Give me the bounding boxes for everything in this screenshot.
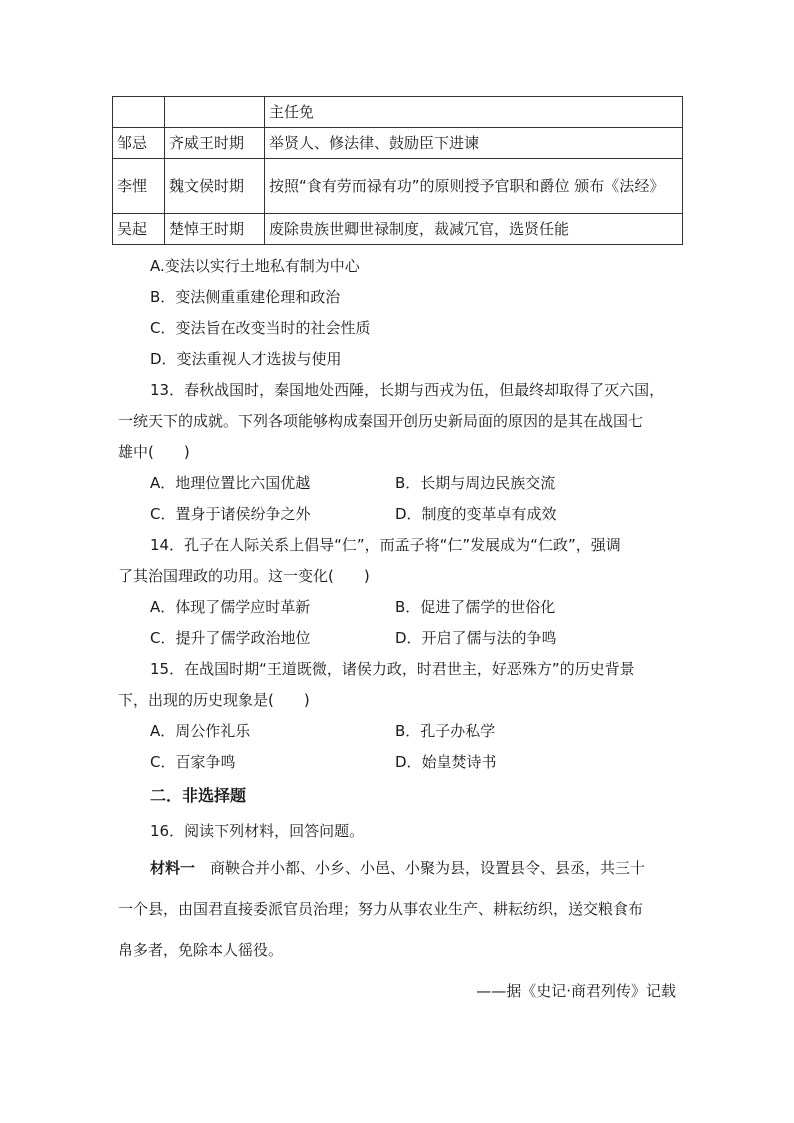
material-source: ——据《史记·商君列传》记载 xyxy=(476,982,676,1000)
q12-option-d: D．变法重视人才选拔与使用 xyxy=(150,350,342,368)
table-cell-person: 吴起 xyxy=(113,214,165,245)
table-cell-content: 废除贵族世卿世禄制度，裁减冗官，选贤任能 xyxy=(265,214,683,245)
q15-option-d: D．始皇焚诗书 xyxy=(395,753,497,771)
table-cell-content: 举贤人、修法律、鼓励臣下进谏 xyxy=(265,128,683,159)
q13-option-d: D．制度的变革卓有成效 xyxy=(395,505,557,523)
q14-stem-line: 14．孔子在人际关系上倡导“仁”，而孟子将“仁”发展成为“仁政”，强调 xyxy=(150,536,621,554)
material-label: 材料一 xyxy=(150,859,196,877)
q16-material-line xyxy=(150,857,645,879)
q15-option-b: B．孔子办私学 xyxy=(395,722,496,740)
q15-stem-line: 15．在战国时期“王道既微，诸侯力政，时君世主，好恶殊方”的历史背景 xyxy=(150,660,635,678)
q14-option-c: C．提升了儒学政治地位 xyxy=(150,629,311,647)
table-cell-content: 主任免 xyxy=(265,97,683,128)
table-cell-period: 魏文侯时期 xyxy=(165,159,265,214)
table-cell-person: 李悝 xyxy=(113,159,165,214)
q12-option-c: C．变法旨在改变当时的社会性质 xyxy=(150,319,371,337)
q13-option-a: A．地理位置比六国优越 xyxy=(150,474,311,492)
table-cell-content: 按照“食有劳而禄有功”的原则授予官职和爵位 颁布《法经》 xyxy=(265,159,683,214)
q16-material-line: 一个县，由国君直接委派官员治理；努力从事农业生产、耕耘纺织，送交粮食布 xyxy=(118,900,644,918)
q12-option-b: B．变法侧重重建伦理和政治 xyxy=(150,288,341,306)
q15-option-c: C．百家争鸣 xyxy=(150,753,236,771)
table-cell-person: 邹忌 xyxy=(113,128,165,159)
q16-stem: 16．阅读下列材料，回答问题。 xyxy=(150,822,365,840)
q13-stem-line: 13．春秋战国时，秦国地处西陲，长期与西戎为伍，但最终却取得了灭六国， xyxy=(150,381,665,399)
reform-table xyxy=(112,96,683,245)
q14-option-b: B．促进了儒学的世俗化 xyxy=(395,598,556,616)
q14-option-d: D．开启了儒与法的争鸣 xyxy=(395,629,557,647)
q12-option-a: A.变法以实行土地私有制为中心 xyxy=(150,257,360,275)
q13-stem-line: 一统天下的成就。下列各项能够构成秦国开创历史新局面的原因的是其在战国七 xyxy=(118,412,644,430)
q14-option-a: A．体现了儒学应时革新 xyxy=(150,598,311,616)
table-row xyxy=(113,97,683,128)
table-cell-person xyxy=(113,97,165,128)
table-cell-period xyxy=(165,97,265,128)
table-row xyxy=(113,159,683,214)
q13-option-b: B．长期与周边民族交流 xyxy=(395,474,556,492)
table-row xyxy=(113,128,683,159)
table-cell-period: 楚悼王时期 xyxy=(165,214,265,245)
table-row xyxy=(113,214,683,245)
material-text: 商鞅合并小都、小乡、小邑、小聚为县，设置县令、县丞，共三十 xyxy=(195,859,646,877)
q16-material-line: 帛多者，免除本人徭役。 xyxy=(118,941,284,959)
q15-stem-line: 下，出现的历史现象是( ) xyxy=(118,691,310,709)
q15-option-a: A．周公作礼乐 xyxy=(150,722,251,740)
q14-stem-line: 了其治国理政的功用。这一变化( ) xyxy=(118,567,370,585)
q13-stem-line: 雄中( ) xyxy=(118,443,190,461)
section-title: 二．非选择题 xyxy=(150,786,247,805)
q13-option-c: C．置身于诸侯纷争之外 xyxy=(150,505,311,523)
table-cell-period: 齐威王时期 xyxy=(165,128,265,159)
